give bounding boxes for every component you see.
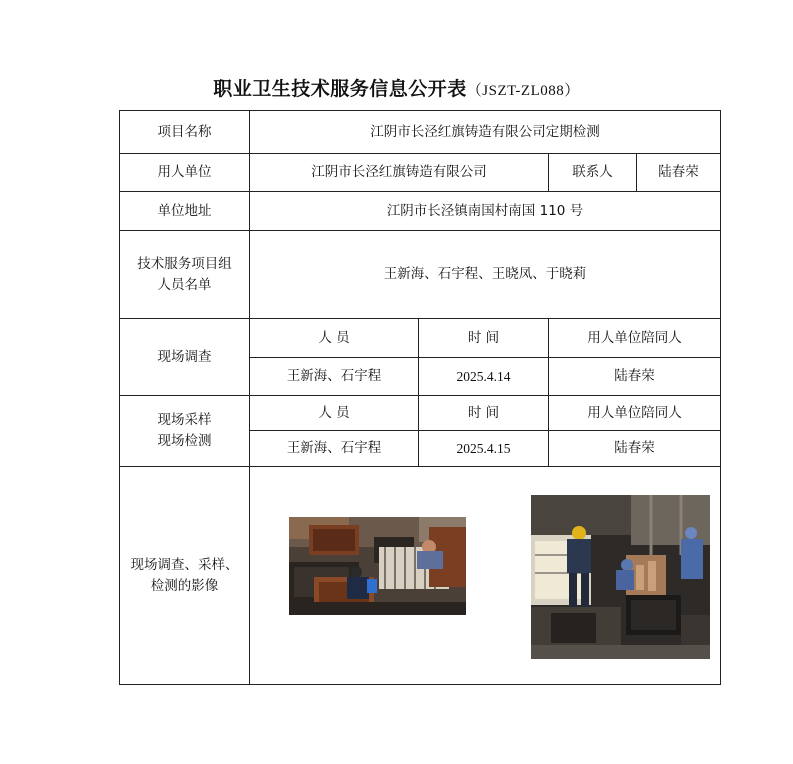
row-team bbox=[120, 231, 721, 319]
row-images bbox=[120, 467, 721, 685]
contact-value: 陆春荣 bbox=[637, 154, 721, 192]
title-code: （JSZT-ZL088） bbox=[466, 83, 580, 99]
sampling-header-time: 时 间 bbox=[419, 396, 549, 431]
title-main: 职业卫生技术服务信息公开表 bbox=[213, 78, 467, 100]
survey-label: 现场调查 bbox=[120, 319, 250, 396]
project-name-value: 江阴市长泾红旗铸造有限公司定期检测 bbox=[250, 111, 721, 154]
images-label: 现场调查、采样、检测的影像 bbox=[120, 467, 250, 685]
sampling-header-escort: 用人单位陪同人 bbox=[549, 396, 721, 431]
row-survey-header bbox=[120, 319, 721, 358]
images-cell bbox=[250, 467, 721, 685]
address-value: 江阴市长泾镇南国村南国 110 号 bbox=[250, 192, 721, 231]
row-sampling-header bbox=[120, 396, 721, 431]
sampling-escort: 陆春荣 bbox=[549, 431, 721, 467]
employer-label: 用人单位 bbox=[120, 154, 250, 192]
survey-header-escort: 用人单位陪同人 bbox=[549, 319, 721, 358]
survey-people: 王新海、石宇程 bbox=[250, 358, 419, 396]
survey-time: 2025.4.14 bbox=[419, 358, 549, 396]
team-value: 王新海、石宇程、王晓凤、于晓莉 bbox=[250, 231, 721, 319]
sampling-time: 2025.4.15 bbox=[419, 431, 549, 467]
row-address bbox=[120, 192, 721, 231]
employer-value: 江阴市长泾红旗铸造有限公司 bbox=[250, 154, 549, 192]
site-photo-survey-image bbox=[289, 517, 466, 615]
contact-label: 联系人 bbox=[549, 154, 637, 192]
survey-header-time: 时 间 bbox=[419, 319, 549, 358]
address-label: 单位地址 bbox=[120, 192, 250, 231]
sampling-label bbox=[120, 396, 250, 467]
project-name-label: 项目名称 bbox=[120, 111, 250, 154]
row-project-name bbox=[120, 111, 721, 154]
survey-header-people: 人 员 bbox=[250, 319, 419, 358]
team-label: 技术服务项目组人员名单 bbox=[120, 231, 250, 319]
site-photo-survey bbox=[289, 517, 466, 615]
sampling-label-line2: 现场检测 bbox=[157, 433, 212, 449]
survey-escort: 陆春荣 bbox=[549, 358, 721, 396]
page-title bbox=[0, 74, 793, 101]
row-employer bbox=[120, 154, 721, 192]
info-table bbox=[119, 110, 721, 685]
sampling-header-people: 人 员 bbox=[250, 396, 419, 431]
site-photo-sampling-image bbox=[531, 495, 710, 659]
sampling-people: 王新海、石宇程 bbox=[250, 431, 419, 467]
site-photo-sampling bbox=[531, 495, 710, 659]
sampling-label-line1: 现场采样 bbox=[157, 412, 212, 428]
